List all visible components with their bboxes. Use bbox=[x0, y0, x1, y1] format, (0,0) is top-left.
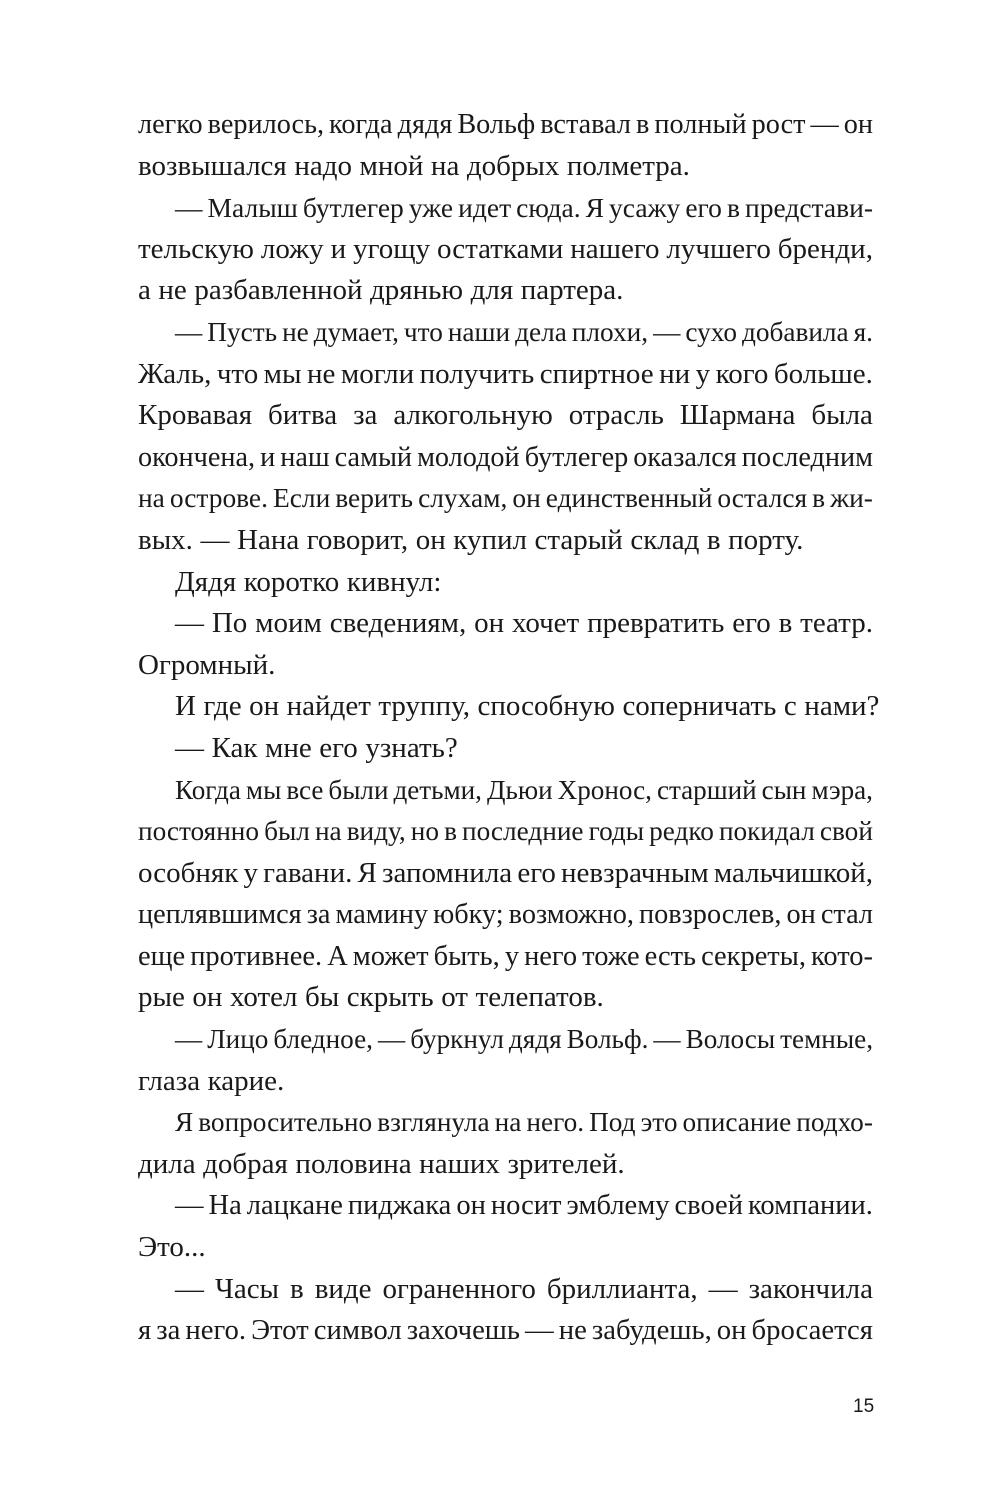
text-line: а не разбавленной дрянью для партера. bbox=[138, 274, 624, 307]
text-line: постоянно был на виду, но в последние годы редко покидал свой bbox=[138, 816, 873, 847]
text-line: Дядя коротко кивнул: bbox=[175, 565, 442, 598]
page-number: 15 bbox=[853, 1396, 875, 1417]
text-line: Кровавая битва за алкогольную отрасль Шармана была bbox=[138, 399, 873, 432]
text-line: на острове. Если верить слухам, он единственный остался в жи- bbox=[138, 483, 873, 514]
text-line: глаза карие. bbox=[138, 1064, 285, 1097]
text-line: Когда мы все были детьми, Дьюи Хронос, старший сын мэра, bbox=[175, 774, 873, 805]
text-line: вых. — Нана говорит, он купил старый склад в порту. bbox=[138, 523, 804, 556]
text-line: особняк у гавани. Я запомнила его невзрачным мальчишкой, bbox=[138, 856, 873, 889]
text-line: — Пусть не думает, что наши дела плохи, — сухо добавила я. bbox=[175, 316, 873, 347]
text-line: Огромный. bbox=[138, 648, 276, 681]
text-line: дила добрая половина наших зрителей. bbox=[138, 1147, 625, 1180]
text-line: — Как мне его узнать? bbox=[175, 731, 458, 764]
text-line: — Лицо бледное, — буркнул дядя Вольф. — Волосы темные, bbox=[175, 1024, 873, 1055]
text-line: я за него. Этот символ захочешь — не забудешь, он бросается bbox=[138, 1314, 873, 1347]
text-line: — На лацкане пиджака он носит эмблему своей компании. bbox=[175, 1190, 873, 1222]
text-line: — По моим сведениям, он хочет превратить его в театр. bbox=[175, 607, 873, 640]
text-line: возвышался надо мной на добрых полметра. bbox=[138, 149, 690, 182]
text-line: — Малыш бутлегер уже идет сюда. Я усажу его в представи- bbox=[175, 192, 873, 224]
text-line: Я вопросительно взглянула на него. Под это описание подхо- bbox=[175, 1107, 873, 1138]
text-line: еще противнее. А может быть, у него тоже есть секреты, кото- bbox=[138, 940, 873, 972]
text-line: Это... bbox=[138, 1231, 206, 1264]
text-line: легко верилось, когда дядя Вольф вставал в полный рост — он bbox=[138, 109, 873, 140]
text-line: окончена, и наш самый молодой бутлегер оказался последним bbox=[138, 441, 873, 473]
text-line: И где он найдет труппу, способную соперничать с нами? bbox=[175, 690, 880, 723]
body-text bbox=[138, 104, 880, 1352]
text-line: — Часы в виде ограненного бриллианта, — закончила bbox=[175, 1272, 873, 1305]
text-line: рые он хотел бы скрыть от телепатов. bbox=[138, 981, 604, 1014]
text-line: тельскую ложу и угощу остатками нашего лучшего бренди, bbox=[138, 232, 873, 265]
text-line: Жаль, что мы не могли получить спиртное ни у кого больше. bbox=[138, 357, 873, 390]
text-line: цеплявшимся за мамину юбку; возможно, повзрослев, он стал bbox=[138, 899, 873, 931]
